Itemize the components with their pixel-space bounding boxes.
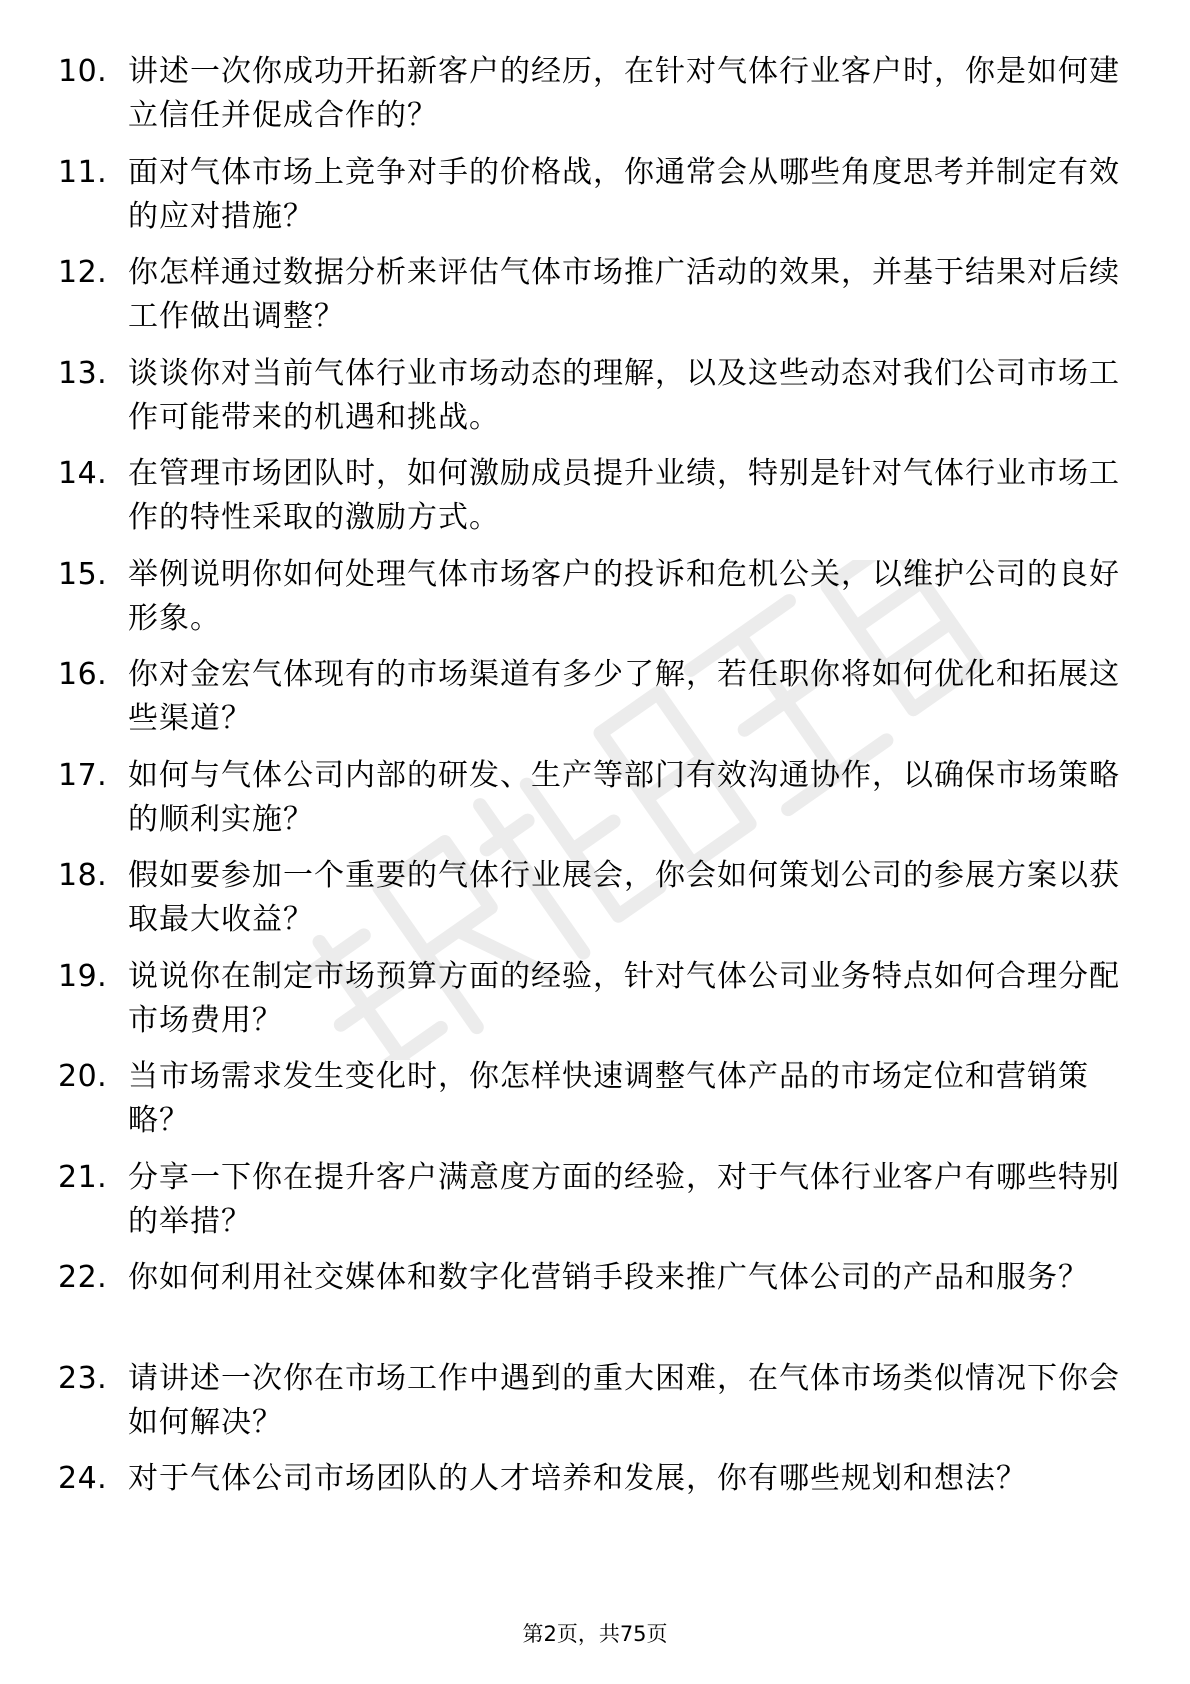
question-item <box>58 151 1138 252</box>
question-number: 20. <box>58 1059 108 1094</box>
question-text: 谈谈你对当前气体行业市场动态的理解，以及这些动态对我们公司市场工作可能带来的机遇和挑战。 <box>128 355 1120 435</box>
question-number: 12. <box>58 255 108 290</box>
question-item <box>58 452 1138 553</box>
question-number: 19. <box>58 958 108 994</box>
question-text: 请讲述一次你在市场工作中遇到的重大困难，在气体市场类似情况下你会如何解决？ <box>128 1360 1120 1440</box>
question-list <box>58 50 1138 1558</box>
question-number: 17. <box>58 757 108 793</box>
question-number: 10. <box>58 54 108 89</box>
question-item <box>58 1055 1138 1156</box>
question-item <box>58 955 1138 1056</box>
question-text: 分享一下你在提升客户满意度方面的经验，对于气体行业客户有哪些特别的举措？ <box>128 1159 1120 1239</box>
question-text: 对于气体公司市场团队的人才培养和发展，你有哪些规划和想法？ <box>128 1461 1027 1496</box>
question-number: 14. <box>58 456 108 491</box>
question-item <box>58 1156 1138 1257</box>
question-number: 23. <box>58 1360 108 1396</box>
question-item <box>58 854 1138 955</box>
question-item <box>58 251 1138 352</box>
question-item <box>58 553 1138 654</box>
question-text: 你怎样通过数据分析来评估气体市场推广活动的效果，并基于结果对后续工作做出调整？ <box>128 255 1120 334</box>
question-text: 讲述一次你成功开拓新客户的经历，在针对气体行业客户时，你是如何建立信任并促成合作的？ <box>128 54 1120 133</box>
question-text: 说说你在制定市场预算方面的经验，针对气体公司业务特点如何合理分配市场费用？ <box>128 958 1120 1038</box>
question-text: 你对金宏气体现有的市场渠道有多少了解，若任职你将如何优化和拓展这些渠道？ <box>128 657 1120 736</box>
question-item <box>58 50 1138 151</box>
question-number: 18. <box>58 858 108 893</box>
question-text: 举例说明你如何处理气体市场客户的投诉和危机公关，以维护公司的良好形象。 <box>128 556 1120 636</box>
question-item <box>58 653 1138 754</box>
question-text: 当市场需求发生变化时，你怎样快速调整气体产品的市场定位和营销策略？ <box>128 1059 1089 1138</box>
question-number: 15. <box>58 556 108 592</box>
question-item <box>58 1256 1138 1357</box>
question-item <box>58 754 1138 855</box>
question-number: 24. <box>58 1461 108 1496</box>
question-number: 11. <box>58 154 108 190</box>
question-number: 13. <box>58 355 108 391</box>
question-text: 你如何利用社交媒体和数字化营销手段来推广气体公司的产品和服务？ <box>128 1260 1089 1295</box>
question-item <box>58 1457 1138 1558</box>
question-item <box>58 1357 1138 1458</box>
question-number: 21. <box>58 1159 108 1195</box>
question-text: 面对气体市场上竞争对手的价格战，你通常会从哪些角度思考并制定有效的应对措施？ <box>128 154 1120 234</box>
question-text: 在管理市场团队时，如何激励成员提升业绩，特别是针对气体行业市场工作的特性采取的激励方式。 <box>128 456 1120 535</box>
page-number-footer: 第2页，共75页 <box>522 1622 668 1646</box>
question-number: 22. <box>58 1260 108 1295</box>
question-item <box>58 352 1138 453</box>
question-text: 如何与气体公司内部的研发、生产等部门有效沟通协作，以确保市场策略的顺利实施？ <box>128 757 1120 837</box>
question-number: 16. <box>58 657 108 692</box>
question-text: 假如要参加一个重要的气体行业展会，你会如何策划公司的参展方案以获取最大收益？ <box>128 858 1120 937</box>
